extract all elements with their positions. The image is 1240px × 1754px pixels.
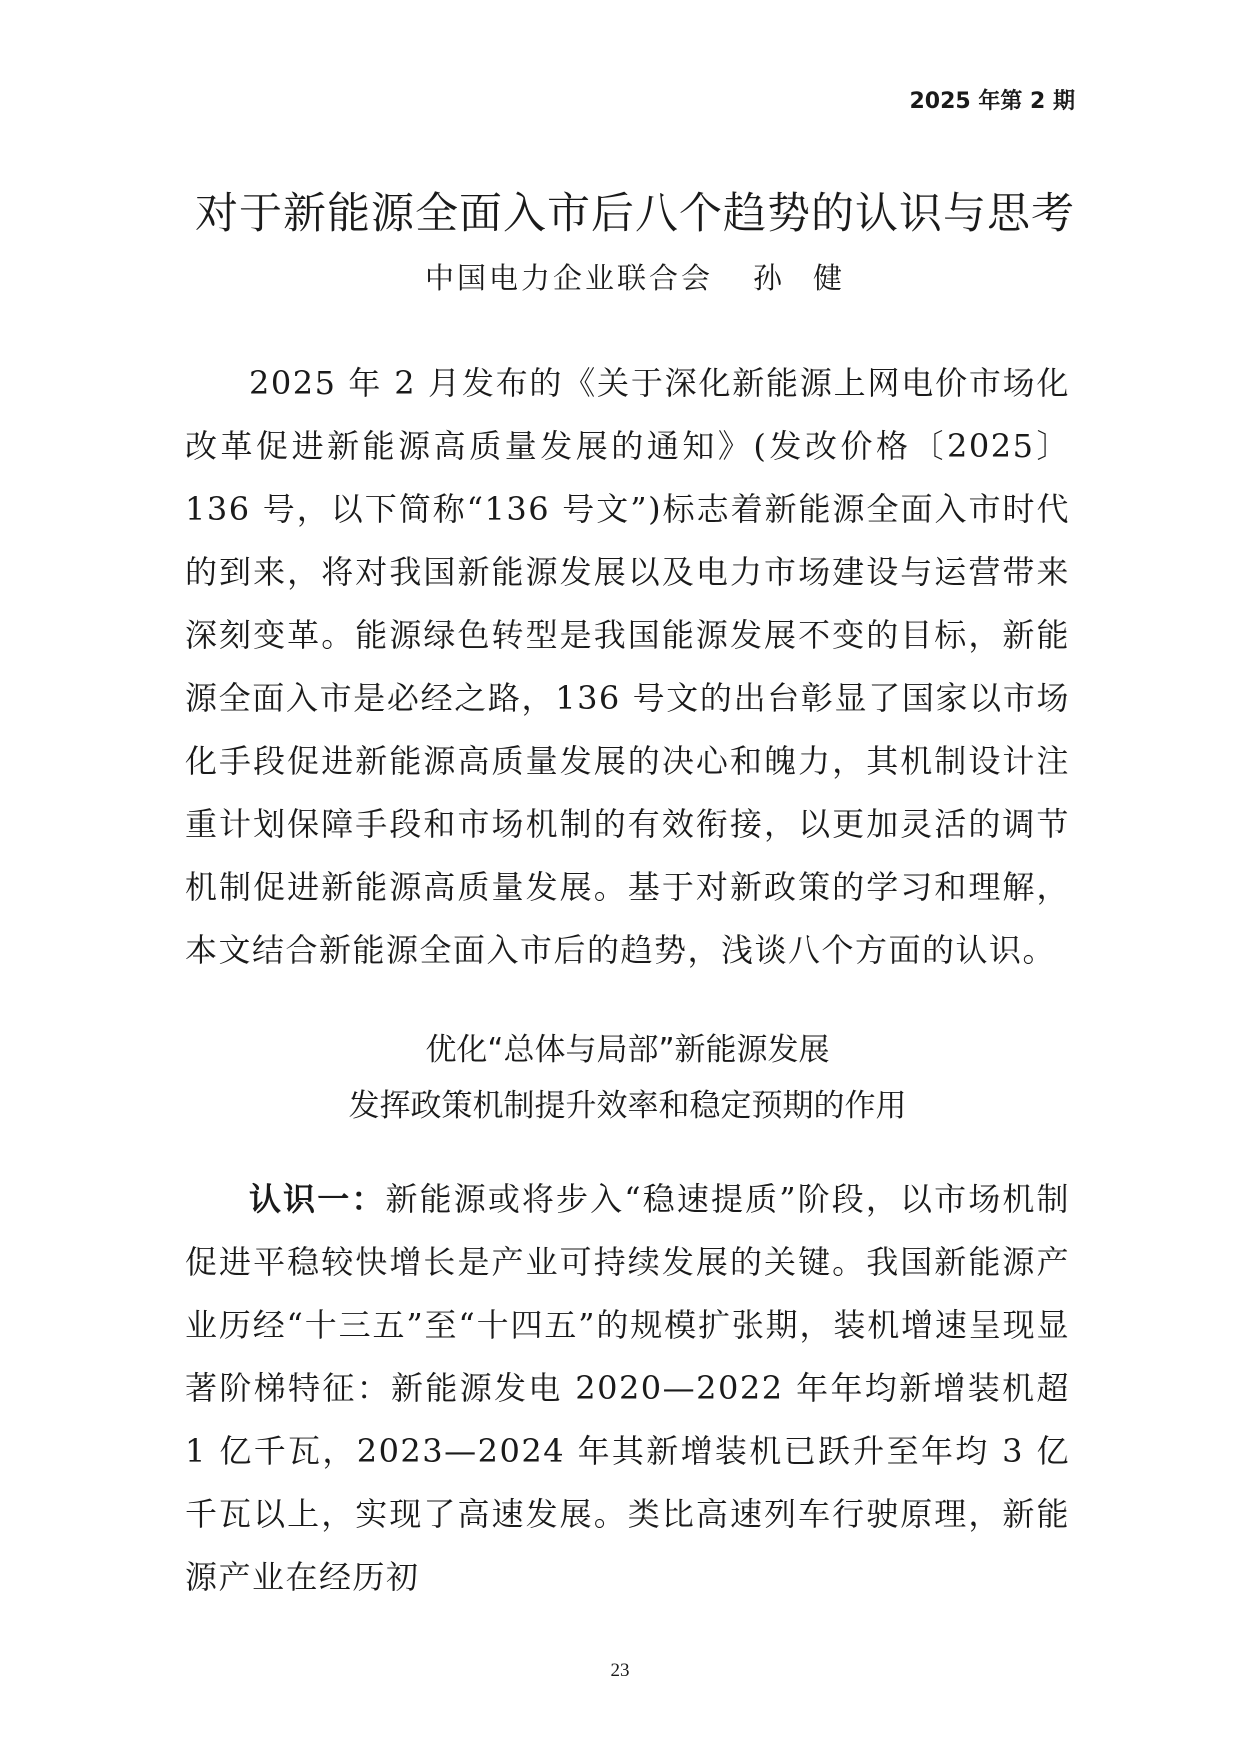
author-organization: 中国电力企业联合会 bbox=[424, 261, 713, 295]
section-heading-line-1: 优化“总体与局部”新能源发展 bbox=[425, 1032, 830, 1068]
article-title: 对于新能源全面入市后八个趋势的认识与思考 bbox=[195, 189, 1075, 239]
section-heading-line-2: 发挥政策机制提升效率和稳定预期的作用 bbox=[348, 1088, 907, 1124]
byline bbox=[185, 256, 1085, 297]
author-name-first: 孙 bbox=[752, 261, 785, 295]
point-one-label: 认识一： bbox=[249, 1180, 386, 1218]
point-one-text: 新能源或将步入“稳速提质”阶段，以市场机制促进平稳较快增长是产业可持续发展的关键。我国新能源产业历经“十三五”至“十四五”的规模扩张期，装机增速呈现显著阶梯特征：新能源发电 2020—2022 年年均新增装机超 1 亿千瓦，2023—2024 年其新增装机已跃升至年均 3 亿千瓦以上，实现了高速发展。类比高速列车行驶原理，新能源产业在经历初 bbox=[185, 1180, 1070, 1596]
page-number: 23 bbox=[610, 1660, 630, 1681]
author-name-second: 健 bbox=[813, 261, 846, 295]
section-heading bbox=[185, 1022, 1070, 1134]
point-one-paragraph bbox=[185, 1168, 1070, 1609]
intro-paragraph: 2025 年 2 月发布的《关于深化新能源上网电价市场化改革促进新能源高质量发展的通知》(发改价格〔2025〕136 号，以下简称“136 号文”)标志着新能源全面入市时代的到来，将对我国新能源发展以及电力市场建设与运营带来深刻变革。能源绿色转型是我国能源发展不变的目标，新能源全面入市是必经之路，136 号文的出台彰显了国家以市场化手段促进新能源高质量发展的决心和魄力，其机制设计注重计划保障手段和市场机制的有效衔接，以更加灵活的调节机制促进新能源高质量发展。基于对新政策的学习和理解，本文结合新能源全面入市后的趋势，浅谈八个方面的认识。 bbox=[185, 364, 1070, 969]
issue-label: 2025 年第 2 期 bbox=[909, 89, 1075, 114]
